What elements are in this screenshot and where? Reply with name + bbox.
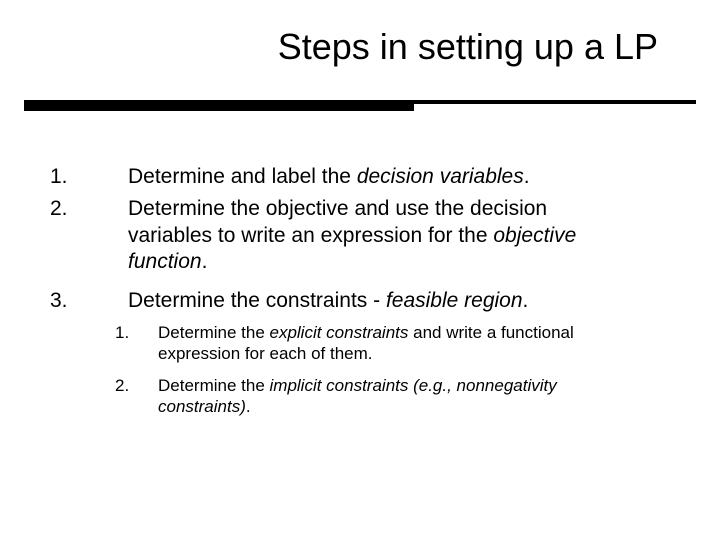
substep-2-text <box>158 375 678 417</box>
step-1-text-emphasis: decision variables <box>356 165 524 188</box>
step-2-line-2-pre: variables to write an expression for the <box>128 223 494 247</box>
substep-2-line-1-emphasis: implicit constraints (e.g., nonnegativity <box>269 376 557 395</box>
step-2-text <box>128 196 688 276</box>
title-divider-thin <box>24 100 696 104</box>
slide-title: Steps in setting up a LP <box>277 26 658 67</box>
substep-2-line-1-pre: Determine the <box>158 376 270 395</box>
step-2-number: 2. <box>50 197 68 220</box>
substep-1-line-1-pre: Determine the <box>158 323 270 342</box>
step-3-text-post: . <box>522 289 529 312</box>
substep-1-line-2: expression for each of them. <box>158 344 373 363</box>
step-1-text-post: . <box>523 165 530 188</box>
step-3-number: 3. <box>50 289 68 312</box>
substep-2-line-2-post: . <box>245 397 251 416</box>
step-1-text <box>128 164 688 191</box>
substep-1-line-1-post: and write a functional <box>408 323 574 342</box>
substep-1-text <box>158 322 678 364</box>
step-3-text-pre: Determine the constraints - <box>128 289 386 312</box>
step-3-text-emphasis: feasible region <box>385 289 523 312</box>
step-3-text <box>128 288 688 315</box>
step-1-number: 1. <box>50 165 68 188</box>
substep-2-line-2-emphasis: constraints) <box>158 397 246 416</box>
step-2-line-2-emphasis: objective <box>493 223 577 247</box>
substep-1-line-1-emphasis: explicit constraints <box>269 323 409 342</box>
substep-1-number: 1. <box>115 323 130 342</box>
step-2-line-3-emphasis: function <box>128 250 202 273</box>
substep-2-number: 2. <box>115 376 130 395</box>
step-1-text-pre: Determine and label the <box>128 165 357 188</box>
step-2-line-3-post: . <box>201 250 208 273</box>
step-2-line-1: Determine the objective and use the decision <box>128 197 548 220</box>
